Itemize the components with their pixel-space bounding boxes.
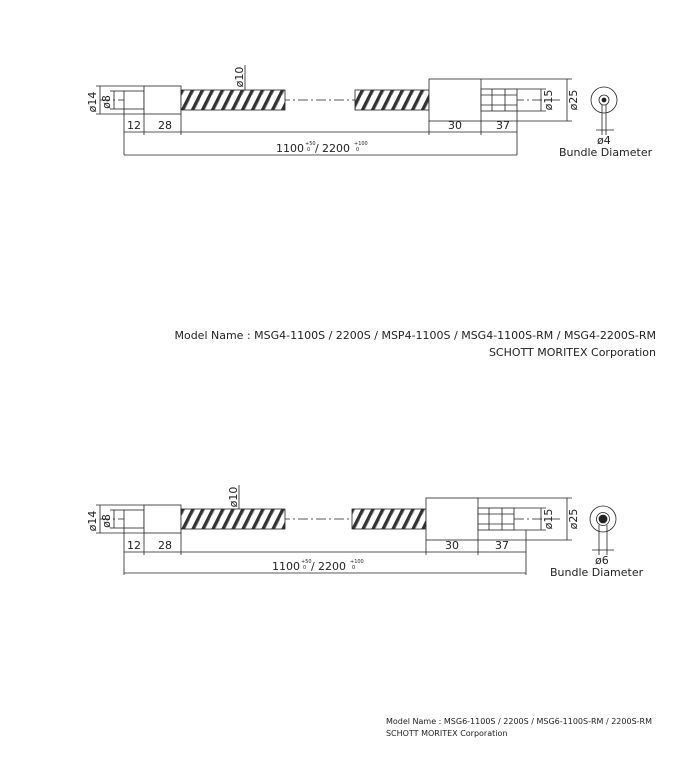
dim-connector-inner: ø15 — [542, 89, 555, 111]
twisted-tube-right — [352, 509, 426, 529]
dim-len-28: 28 — [158, 539, 172, 552]
twisted-tube-left — [181, 509, 285, 529]
connector-tip — [481, 89, 517, 111]
model-name-line: Model Name : MSG4-1100S / 2200S / MSP4-1100S / MSG4-1100S-RM / MSG4-2200S-RM — [174, 329, 656, 342]
dim-ferrule-outer: ø14 — [86, 510, 99, 532]
dim-connector-outer: ø25 — [567, 508, 580, 530]
model-name-line: Model Name : MSG6-1100S / 2200S / MSG6-1100S-RM / 2200S-RM — [385, 717, 652, 726]
dim-total-sep: / — [315, 142, 319, 155]
dim-total-a-tol-upper: +50 — [305, 141, 316, 147]
dim-len-37: 37 — [496, 119, 510, 132]
ferrule-body — [144, 86, 181, 114]
dim-len-28: 28 — [158, 119, 172, 132]
dim-tube: ø10 — [233, 66, 246, 88]
drawing-1 — [0, 55, 700, 165]
ferrule-tip — [124, 91, 144, 109]
dim-len-12: 12 — [127, 539, 141, 552]
dim-total-sep: / — [311, 560, 315, 573]
dim-len-37: 37 — [495, 539, 509, 552]
dim-len-30: 30 — [445, 539, 459, 552]
twisted-tube-right — [355, 90, 429, 110]
bundle-diameter-label: Bundle Diameter — [550, 566, 644, 579]
dim-connector-outer: ø25 — [567, 89, 580, 111]
connector-body — [429, 79, 481, 121]
dim-tube: ø10 — [227, 486, 240, 508]
dim-connector-inner: ø15 — [542, 508, 555, 530]
ferrule-tip — [124, 510, 144, 528]
dim-ferrule-outer: ø14 — [86, 91, 99, 113]
twisted-tube-left — [181, 90, 285, 110]
caption-2 — [386, 716, 652, 740]
cable-diagram-1 — [0, 55, 700, 165]
dim-total-a-tol-lower: 0 — [307, 147, 311, 153]
dim-total-a-tol-upper: +50 — [301, 559, 312, 565]
cable-diagram-2 — [0, 475, 700, 585]
dim-bundle: ø4 — [597, 134, 611, 147]
connector-body — [426, 498, 478, 540]
dim-bundle: ø6 — [595, 554, 609, 567]
ferrule-body — [144, 505, 181, 533]
dim-ferrule-inner: ø8 — [100, 514, 113, 528]
dim-total-b-tol-upper: +100 — [350, 559, 364, 565]
dim-len-30: 30 — [448, 119, 462, 132]
company-name: SCHOTT MORITEX Corporation — [488, 346, 656, 359]
dim-total-b-tol-lower: 0 — [352, 565, 356, 571]
dim-total-b: 2200 — [322, 142, 350, 155]
dim-total-a-tol-lower: 0 — [303, 565, 307, 571]
dim-total-b: 2200 — [318, 560, 346, 573]
drawing-2 — [0, 475, 700, 585]
dim-total-a: 1100 — [272, 560, 300, 573]
dim-total-b-tol-upper: +100 — [354, 141, 368, 147]
bundle-diameter-label: Bundle Diameter — [559, 146, 653, 159]
connector-tip — [478, 508, 514, 530]
dim-len-12: 12 — [127, 119, 141, 132]
dim-total-b-tol-lower: 0 — [356, 147, 360, 153]
caption-1 — [174, 327, 656, 361]
dim-total-a: 1100 — [276, 142, 304, 155]
company-name: SCHOTT MORITEX Corporation — [385, 729, 508, 738]
dim-ferrule-inner: ø8 — [100, 95, 113, 109]
